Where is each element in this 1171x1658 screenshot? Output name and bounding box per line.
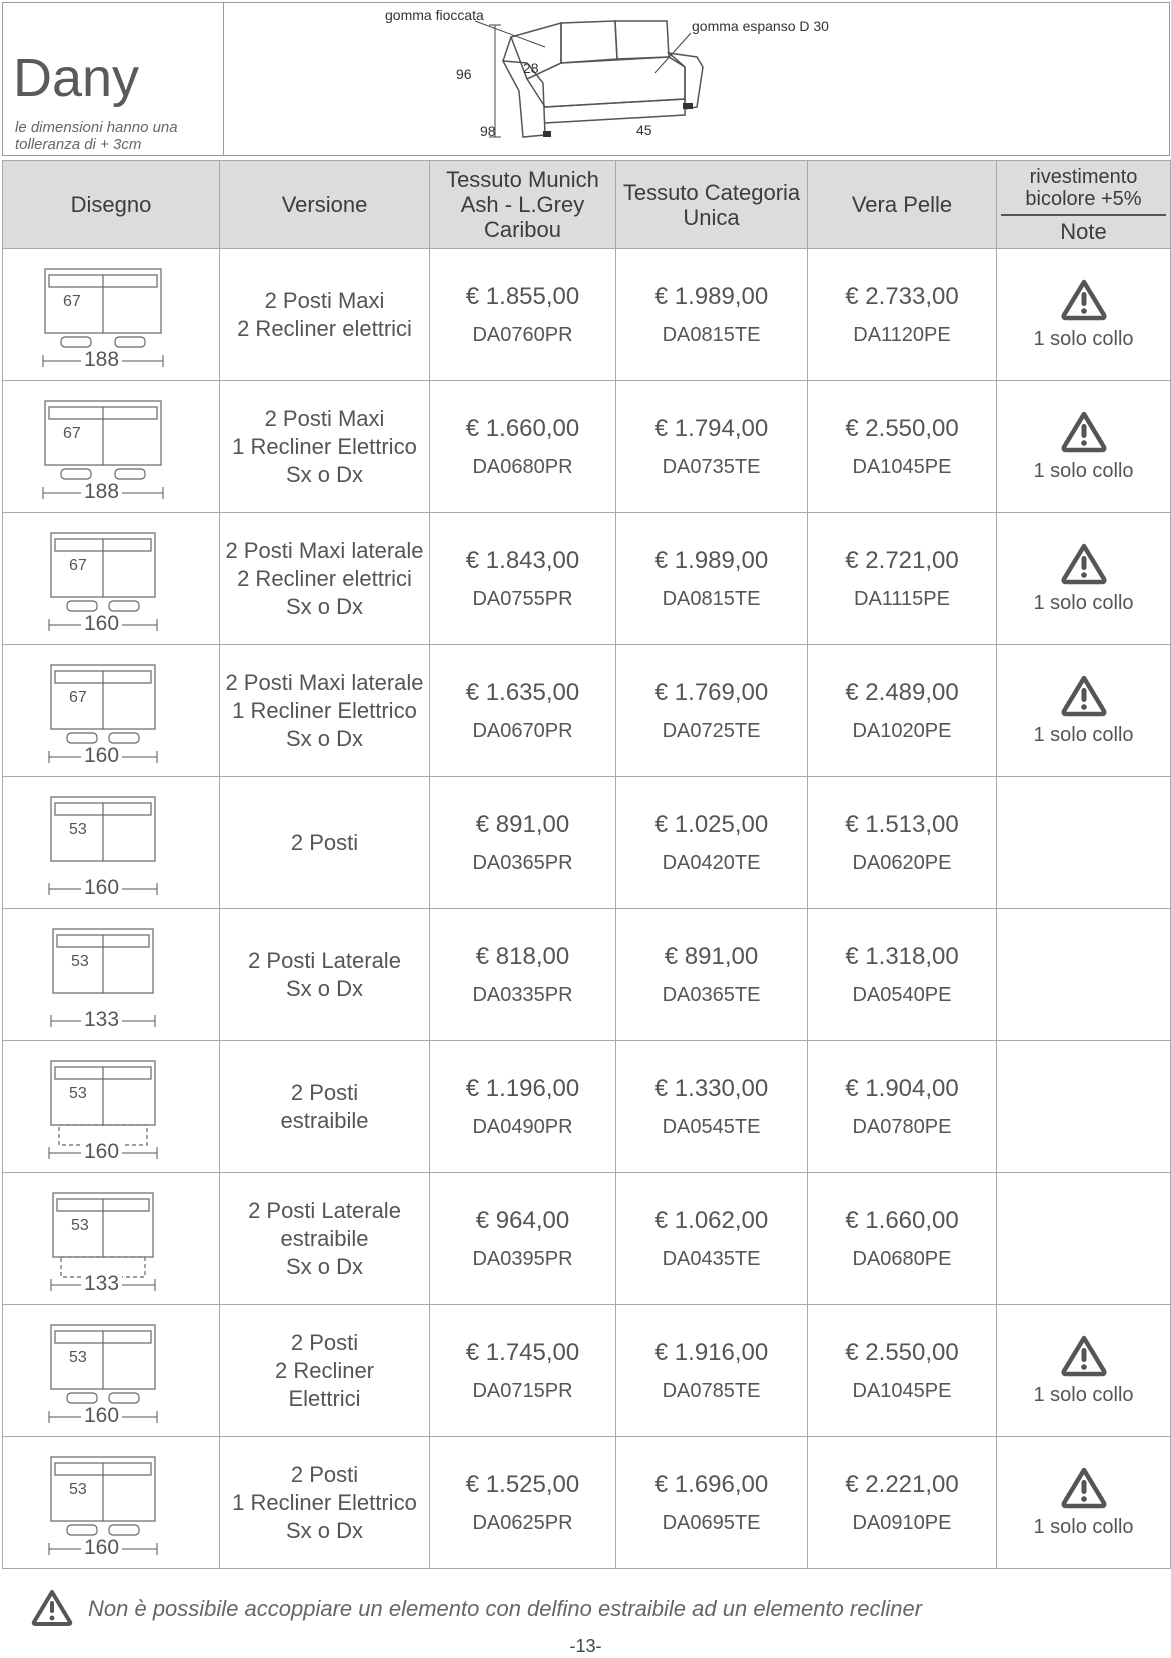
munich-cell [430,1305,616,1437]
drawing-cell [3,381,220,513]
depth-value: 53 [69,1084,87,1102]
leather-cell [808,645,997,777]
version-cell [220,645,430,777]
leather-cell [808,249,997,381]
width-value: 160 [81,612,122,636]
version-line: 2 Posti Maxi laterale [225,669,424,695]
version-line: Sx o Dx [285,1517,364,1543]
note-cell [997,381,1171,513]
depth-value: 53 [71,1216,89,1234]
product-code: DA0625PR [472,1512,573,1534]
table-row [3,645,1171,777]
note-cell [997,1437,1171,1569]
unica-cell [616,249,808,381]
unica-cell [616,1305,808,1437]
version-cell [220,381,430,513]
table-row [3,513,1171,645]
product-code: DA0815TE [662,588,761,610]
sofa-diagram [11,651,211,771]
bicolor-label: rivestimento bicolore +5% [1001,166,1166,216]
col-header-notes [997,161,1171,249]
price: € 1.513,00 [845,811,959,838]
product-code: DA0715PR [472,1380,573,1402]
version-cell [220,513,430,645]
unica-cell [616,513,808,645]
unica-cell [616,381,808,513]
note-cell [997,1305,1171,1437]
arm-height-dimension: 28 [523,60,539,76]
warning-text: Non è possibile accoppiare un elemento con delfino estraibile ad un elemento recliner [88,1596,923,1621]
compatibility-warning [30,1588,1150,1628]
unica-cell [616,1173,808,1305]
product-code: DA0755PR [472,588,573,610]
depth-value: 67 [69,688,87,706]
drawing-cell [3,777,220,909]
version-line: 2 Posti [290,1329,359,1355]
product-name: Dany [13,48,140,108]
drawing-cell [3,1041,220,1173]
note-text: 1 solo collo [1033,460,1134,482]
version-line: 1 Recliner Elettrico [232,1489,417,1515]
table-row [3,1305,1171,1437]
sofa-diagram [11,255,211,375]
price: € 891,00 [475,811,570,838]
product-code: DA1115PE [854,588,950,610]
width-value: 160 [81,1140,122,1164]
note-cell [997,513,1171,645]
munich-cell [430,513,616,645]
depth-value: 53 [69,1348,87,1366]
notes-label: Note [1060,218,1107,244]
version-line: Sx o Dx [285,725,364,751]
version-line: Sx o Dx [285,1253,364,1279]
tolerance-note: le dimensioni hanno una tolleranza di + 3cm [15,119,178,153]
width-value: 160 [81,1404,122,1428]
version-line: 2 Posti [290,1461,359,1487]
drawing-cell [3,513,220,645]
product-code: DA0335PR [472,984,573,1006]
munich-cell [430,1437,616,1569]
foam-seat-label: gomma espanso D 30 [692,18,829,34]
table-header-row [3,161,1171,249]
width-value: 188 [81,348,122,372]
drawing-cell [3,1173,220,1305]
width-value: 160 [81,876,122,900]
sofa-diagram [11,783,211,903]
price: € 1.794,00 [654,415,769,442]
price: € 1.635,00 [465,679,580,706]
width-value: 133 [81,1272,122,1296]
version-line: 1 Recliner Elettrico [232,697,417,723]
product-code: DA0760PR [472,324,573,346]
warning-icon [1059,410,1109,454]
version-cell [220,1437,430,1569]
foam-top-label: gomma fioccata [385,7,484,23]
product-code: DA1045PE [852,456,952,478]
unica-cell [616,645,808,777]
note-cell [997,1173,1171,1305]
sofa-diagram [11,1179,211,1299]
price: € 1.330,00 [654,1075,769,1102]
price: € 1.062,00 [654,1207,769,1234]
munich-cell [430,1041,616,1173]
col-header-leather: Vera Pelle [808,161,997,249]
price: € 818,00 [475,943,570,970]
product-code: DA0365TE [662,984,761,1006]
col-header-fabric-unica: Tessuto Categoria Unica [616,161,808,249]
note-text: 1 solo collo [1033,1516,1134,1538]
product-code: DA0680PR [472,456,573,478]
product-code: DA0620PE [852,852,952,874]
price: € 1.025,00 [654,811,769,838]
depth-value: 53 [71,952,89,970]
depth-value: 67 [63,424,81,442]
version-cell [220,1173,430,1305]
leather-cell [808,1173,997,1305]
unica-cell [616,909,808,1041]
depth-value: 53 [69,1480,87,1498]
product-code: DA0725TE [662,720,761,742]
product-code: DA0670PR [472,720,573,742]
price: € 1.855,00 [465,283,580,310]
munich-cell [430,249,616,381]
product-code: DA0695TE [662,1512,761,1534]
version-line: 2 Recliner elettrici [237,315,412,341]
col-header-version: Versione [220,161,430,249]
table-row [3,1173,1171,1305]
table-row [3,909,1171,1041]
drawing-cell [3,909,220,1041]
leather-cell [808,1041,997,1173]
width-value: 160 [81,744,122,768]
table-row [3,777,1171,909]
depth-value: 67 [63,292,81,310]
munich-cell [430,1173,616,1305]
sofa-diagram [11,1047,211,1167]
table-row [3,1437,1171,1569]
sofa-diagram [11,519,211,639]
product-title-block [3,3,224,155]
product-code: DA0910PE [852,1512,952,1534]
price: € 1.904,00 [845,1075,959,1102]
product-code: DA0365PR [472,852,573,874]
version-cell [220,249,430,381]
price: € 2.733,00 [845,283,959,310]
product-header [2,2,1170,156]
leather-cell [808,513,997,645]
product-code: DA1045PE [852,1380,952,1402]
version-line: Sx o Dx [285,975,364,1001]
version-line: 2 Recliner elettrici [237,565,412,591]
seat-height-dimension: 45 [636,122,652,138]
table-row [3,249,1171,381]
unica-cell [616,1437,808,1569]
drawing-cell [3,645,220,777]
warning-icon [30,1588,74,1628]
product-code: DA0490PR [472,1116,573,1138]
version-line: 2 Posti [290,829,359,855]
table-row [3,381,1171,513]
munich-cell [430,909,616,1041]
version-line: estraibile [280,1107,369,1133]
price: € 1.916,00 [654,1339,769,1366]
table-row [3,1041,1171,1173]
product-code: DA0435TE [662,1248,761,1270]
leather-cell [808,909,997,1041]
note-text: 1 solo collo [1033,1384,1134,1406]
sofa-diagram [11,915,211,1035]
price: € 1.660,00 [845,1207,959,1234]
price: € 1.843,00 [465,547,580,574]
height-dimension: 96 [456,66,472,82]
price: € 1.745,00 [465,1339,580,1366]
product-code: DA0540PE [852,984,952,1006]
price: € 1.769,00 [654,679,769,706]
price: € 1.525,00 [465,1471,580,1498]
width-value: 133 [81,1008,122,1032]
munich-cell [430,381,616,513]
note-text: 1 solo collo [1033,328,1134,350]
version-line: Sx o Dx [285,593,364,619]
version-line: 1 Recliner Elettrico [232,433,417,459]
price: € 2.221,00 [845,1471,959,1498]
price: € 1.989,00 [654,283,769,310]
warning-icon [1059,674,1109,718]
version-line: 2 Posti Maxi [264,287,385,313]
product-code: DA1020PE [852,720,952,742]
version-line: 2 Posti Maxi laterale [225,537,424,563]
version-cell [220,1305,430,1437]
width-value: 160 [81,1536,122,1560]
unica-cell [616,1041,808,1173]
price: € 1.660,00 [465,415,580,442]
leather-cell [808,381,997,513]
product-code: DA0420TE [662,852,761,874]
munich-cell [430,777,616,909]
price: € 1.318,00 [845,943,959,970]
leather-cell [808,777,997,909]
price-table [2,160,1171,1569]
width-value: 188 [81,480,122,504]
leather-cell [808,1437,997,1569]
version-line: 2 Posti Laterale [248,947,401,973]
price: € 1.989,00 [654,547,769,574]
page-number: -13- [569,1636,602,1656]
note-cell [997,777,1171,909]
price: € 2.550,00 [845,415,959,442]
depth-dimension: 98 [480,123,496,139]
note-text: 1 solo collo [1033,724,1134,746]
price: € 891,00 [664,943,759,970]
product-code: DA0815TE [662,324,761,346]
note-cell [997,645,1171,777]
leather-cell [808,1305,997,1437]
version-cell [220,909,430,1041]
sofa-diagram [11,1443,211,1563]
col-header-fabric-munich: Tessuto Munich Ash - L.Grey Caribou [430,161,616,249]
note-cell [997,249,1171,381]
version-line: estraibile [280,1225,369,1251]
drawing-cell [3,1437,220,1569]
version-cell [220,777,430,909]
price: € 964,00 [475,1207,570,1234]
warning-icon [1059,1334,1109,1378]
price: € 1.196,00 [465,1075,580,1102]
product-code: DA0545TE [662,1116,761,1138]
version-line: 2 Recliner [274,1357,375,1383]
version-line: 2 Posti Maxi [264,405,385,431]
sofa-diagram [11,387,211,507]
product-code: DA0780PE [852,1116,952,1138]
warning-icon [1059,542,1109,586]
version-line: 2 Posti Laterale [248,1197,401,1223]
version-line: Sx o Dx [285,461,364,487]
sofa-diagram [11,1311,211,1431]
munich-cell [430,645,616,777]
drawing-cell [3,249,220,381]
note-cell [997,1041,1171,1173]
version-line: 2 Posti [290,1079,359,1105]
warning-icon [1059,278,1109,322]
col-header-drawing: Disegno [3,161,220,249]
price: € 2.489,00 [845,679,959,706]
depth-value: 53 [69,820,87,838]
unica-cell [616,777,808,909]
drawing-cell [3,1305,220,1437]
price: € 2.721,00 [845,547,959,574]
note-text: 1 solo collo [1033,592,1134,614]
product-code: DA0785TE [662,1380,761,1402]
price: € 1.696,00 [654,1471,769,1498]
product-code: DA0680PE [852,1248,952,1270]
version-line: Elettrici [288,1385,361,1411]
product-code: DA0395PR [472,1248,573,1270]
warning-icon [1059,1466,1109,1510]
price: € 2.550,00 [845,1339,959,1366]
version-cell [220,1041,430,1173]
product-code: DA1120PE [853,324,951,346]
depth-value: 67 [69,556,87,574]
product-code: DA0735TE [662,456,761,478]
note-cell [997,909,1171,1041]
